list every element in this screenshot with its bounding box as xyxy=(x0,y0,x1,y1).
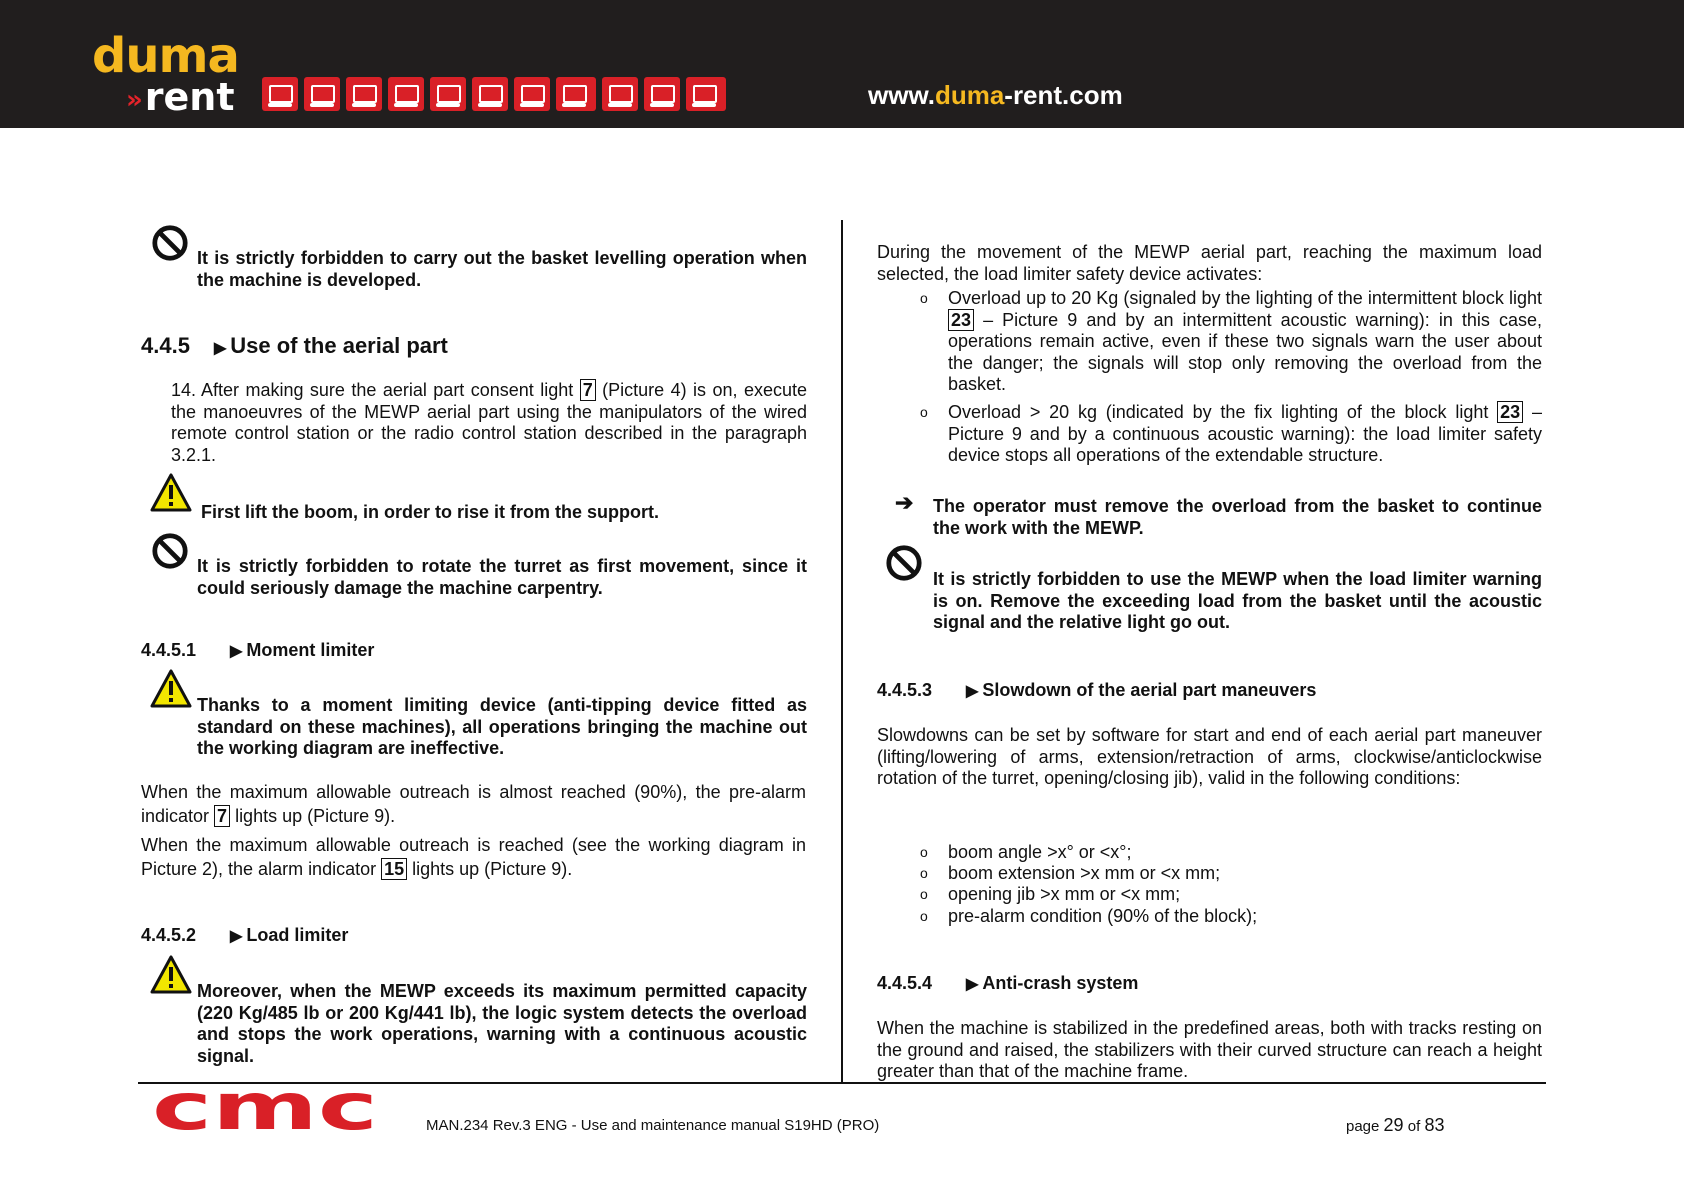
warning-icon xyxy=(149,472,193,514)
page-label: page xyxy=(1346,1118,1380,1135)
paragraph-anti-crash: When the machine is stabilized in the predefined areas, both with tracks resting on the ground and raised, the stabilizers with their curved structure can reach a height greater than that of the machine frame. xyxy=(877,1018,1542,1081)
page-number: 29 xyxy=(1383,1115,1404,1135)
heading-4-4-5-1 xyxy=(141,640,806,663)
heading-number: 4.4.5.2 xyxy=(141,925,197,945)
indicator-ref-23: 23 xyxy=(1497,401,1523,423)
arrow-right-icon: ➔ xyxy=(895,490,914,515)
list-number: 14. xyxy=(171,380,197,400)
bullet: o xyxy=(920,865,928,881)
text: Overload up to 20 Kg (signaled by the lighting of the intermittent block light xyxy=(948,288,1542,308)
text: (Picture 4) is on, execute the manoeuvres of the MEWP aerial part using the manipulators of the wired remote control station or the radio control station described in the paragraph 3.2.1. xyxy=(171,380,807,465)
heading-number: 4.4.5.3 xyxy=(877,680,933,700)
website-prefix: www. xyxy=(868,80,935,110)
text: opening jib >x mm or <x mm; xyxy=(948,884,1181,904)
column-divider xyxy=(841,220,843,1082)
triangle-right-icon: ▶ xyxy=(213,340,227,357)
machine-icon-strip xyxy=(262,77,726,111)
bullet: o xyxy=(920,844,928,860)
prohibition-icon xyxy=(151,532,189,570)
list-item-14 xyxy=(171,380,807,466)
triangle-right-icon: ▶ xyxy=(966,683,979,700)
website-link[interactable] xyxy=(868,80,1123,111)
paragraph-slowdowns: Slowdowns can be set by software for start and end of each aerial part maneuver (lifting/lowering of arms, extension/retraction of arms, clockwise/anticlockwise rotation of the turret, opening/closing jib), valid in the following conditions: xyxy=(877,725,1542,788)
heading-title: Moment limiter xyxy=(246,640,375,660)
heading-title: Use of the aerial part xyxy=(230,333,448,358)
heading-4-4-5-2 xyxy=(141,925,806,948)
condition-item xyxy=(920,863,1542,885)
triangle-right-icon: ▶ xyxy=(230,643,243,660)
indicator-ref-23: 23 xyxy=(948,309,974,331)
logo-rent-text: rent xyxy=(144,75,235,119)
heading-number: 4.4.5.4 xyxy=(877,973,933,993)
indicator-ref-7: 7 xyxy=(580,379,596,401)
prohibition-icon xyxy=(151,224,189,262)
crawler-loader-icon xyxy=(262,77,298,111)
text: After making sure the aerial part consent light xyxy=(201,380,580,400)
heading-number: 4.4.5 xyxy=(141,333,190,358)
logo-duma: duma xyxy=(92,28,239,84)
indicator-ref-15: 15 xyxy=(381,858,407,880)
footer-rule xyxy=(138,1082,1546,1084)
indicator-ref-7: 7 xyxy=(214,805,230,827)
heading-number: 4.4.5.1 xyxy=(141,640,197,660)
cmc-logo xyxy=(150,1085,380,1133)
truck-crane-icon xyxy=(514,77,550,111)
page-total: 83 xyxy=(1424,1115,1445,1135)
condition-item xyxy=(920,842,1542,864)
triangle-right-icon: ▶ xyxy=(230,928,243,945)
scissor-lift-icon xyxy=(346,77,382,111)
website-suffix: -rent.com xyxy=(1004,80,1123,110)
heading-title: Slowdown of the aerial part maneuvers xyxy=(982,680,1317,700)
manual-reference: MAN.234 Rev.3 ENG - Use and maintenance manual S19HD (PRO) xyxy=(426,1117,880,1134)
spider-lift-icon xyxy=(644,77,680,111)
paragraph-alarm xyxy=(141,833,806,881)
heading-title: Load limiter xyxy=(246,925,349,945)
heading-title: Anti-crash system xyxy=(982,973,1139,993)
forbidden-rotate-text: It is strictly forbidden to rotate the turret as first movement, since it could seriously damage the machine carpentry. xyxy=(197,556,807,598)
condition-item xyxy=(920,884,1542,906)
text: Overload > 20 kg (indicated by the fix lighting of the block light xyxy=(948,402,1498,422)
text: lights up (Picture 9). xyxy=(407,859,573,879)
website-accent: duma xyxy=(934,80,1005,110)
text: – Picture 9 and by an intermittent acoustic warning): in this case, operations remain active, even if these two signals warn the user about the danger; the signals will stop only removing the overload from the basket. xyxy=(948,309,1542,394)
warning-icon xyxy=(149,668,193,710)
bullet: o xyxy=(920,886,928,902)
truck-mounted-platform-icon xyxy=(686,77,726,111)
warning-icon xyxy=(149,954,193,996)
note-remove-overload-text: The operator must remove the overload from the basket to continue the work with the MEWP. xyxy=(933,496,1542,538)
wheel-loader-icon xyxy=(430,77,466,111)
skid-steer-icon xyxy=(472,77,508,111)
paragraph-pre-alarm xyxy=(141,780,806,828)
triangle-right-icon: ▶ xyxy=(966,976,979,993)
mini-excavator-icon xyxy=(388,77,424,111)
cmc-logo-text: cmc xyxy=(152,1085,378,1133)
bullet: o xyxy=(920,908,928,924)
logo-rent xyxy=(126,77,235,120)
text: pre-alarm condition (90% of the block); xyxy=(948,906,1258,926)
bullet: o xyxy=(920,290,928,306)
forklift-icon xyxy=(304,77,340,111)
excavator-icon xyxy=(556,77,596,111)
prohibition-icon xyxy=(885,544,923,582)
text: boom angle >x° or <x°; xyxy=(948,842,1132,862)
heading-4-4-5 xyxy=(141,335,806,360)
bullet: o xyxy=(920,404,928,420)
heading-4-4-5-3 xyxy=(877,680,1542,703)
list-item-overload-20 xyxy=(920,288,1542,396)
heading-4-4-5-4 xyxy=(877,973,1542,996)
list-item-overload-over-20 xyxy=(920,402,1542,467)
of-label: of xyxy=(1407,1118,1421,1135)
warning-overload-text: Moreover, when the MEWP exceeds its maximum permitted capacity (220 Kg/485 lb or 200 Kg/441 lb), the logic system detects the overload and stops the work operations, warning with a continuous acoustic signal. xyxy=(197,981,807,1066)
text: – Picture 9 and by a continuous acoustic warning): the load limiter safety device stops all operations of the extendable structure. xyxy=(948,402,1542,465)
text: When the maximum allowable outreach is reached (see the working diagram in Picture 2), the alarm indicator xyxy=(141,835,806,879)
text: boom extension >x mm or <x mm; xyxy=(948,863,1221,883)
condition-item xyxy=(920,906,1542,928)
forbidden-levelling-text: It is strictly forbidden to carry out the basket levelling operation when the machine is developed. xyxy=(197,248,807,290)
warning-moment-limiter-text: Thanks to a moment limiting device (anti-tipping device fitted as standard on these machines), all operations bringing the machine out the working diagram are ineffective. xyxy=(197,695,807,758)
logo-chevron: » xyxy=(126,84,143,115)
text: When the maximum allowable outreach is almost reached (90%), the pre-alarm indicator xyxy=(141,782,806,826)
paragraph-load-limiter-intro: During the movement of the MEWP aerial part, reaching the maximum load selected, the load limiter safety device activates: xyxy=(877,242,1542,284)
text: lights up (Picture 9). xyxy=(230,806,396,826)
header-bar xyxy=(0,0,1684,128)
telehandler-icon xyxy=(602,77,638,111)
page-indicator xyxy=(1346,1115,1444,1136)
warning-lift-boom-text: First lift the boom, in order to rise it from the support. xyxy=(201,502,660,522)
forbidden-load-limiter-text: It is strictly forbidden to use the MEWP when the load limiter warning is on. Remove the exceeding load from the basket until the acoustic signal and the relative light go out. xyxy=(933,569,1542,632)
